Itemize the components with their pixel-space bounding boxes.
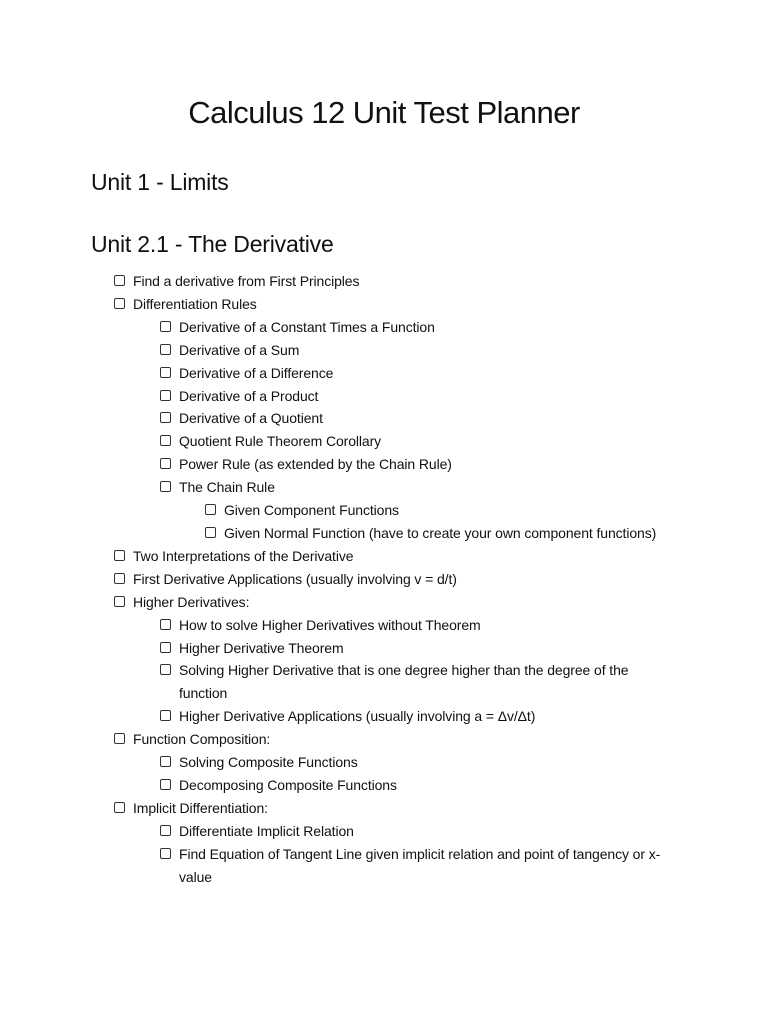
- checklist-item: [0, 797, 768, 820]
- checkbox[interactable]: [160, 825, 171, 836]
- checkbox[interactable]: [114, 573, 125, 584]
- checklist-item-label: Two Interpretations of the Derivative: [133, 547, 354, 564]
- checklist-item: [0, 293, 768, 316]
- checklist-item-label: Derivative of a Sum: [179, 341, 300, 358]
- checklist-item: [0, 637, 768, 660]
- checklist-item: [0, 545, 768, 568]
- checkbox[interactable]: [160, 458, 171, 469]
- derivative-checklist: [0, 270, 768, 888]
- checklist-item-label: Given Component Functions: [224, 502, 399, 519]
- checkbox[interactable]: [160, 321, 171, 332]
- checklist-item: [0, 751, 768, 774]
- page-title: Calculus 12 Unit Test Planner: [188, 95, 580, 130]
- checkbox[interactable]: [114, 733, 125, 744]
- checklist-item-label: The Chain Rule: [179, 479, 275, 496]
- checklist-item-label: Solving Composite Functions: [179, 754, 358, 771]
- checklist-item: [0, 270, 768, 293]
- checklist-item: [0, 430, 768, 453]
- checkbox[interactable]: [114, 550, 125, 561]
- checklist-item: [0, 659, 768, 705]
- checkbox[interactable]: [205, 504, 216, 515]
- checklist-item-label: Derivative of a Difference: [179, 364, 334, 381]
- checkbox[interactable]: [160, 756, 171, 767]
- checklist-item-label: Higher Derivative Applications (usually involving a = Δv/Δt): [179, 708, 536, 725]
- checklist-item-label: Power Rule (as extended by the Chain Rule): [179, 456, 452, 473]
- checklist-item-label: Decomposing Composite Functions: [179, 776, 397, 793]
- checkbox[interactable]: [205, 527, 216, 538]
- checklist-item-label: Differentiation Rules: [133, 295, 257, 312]
- checklist-item: [0, 499, 768, 522]
- checkbox[interactable]: [160, 367, 171, 378]
- checklist-item: [0, 843, 768, 889]
- checklist-item: [0, 591, 768, 614]
- checkbox[interactable]: [160, 848, 171, 859]
- checklist-item-label: Differentiate Implicit Relation: [179, 822, 354, 839]
- checklist-item: [0, 476, 768, 499]
- checklist-item: [0, 522, 768, 545]
- checkbox[interactable]: [160, 619, 171, 630]
- checklist-item-label: Derivative of a Constant Times a Function: [179, 318, 435, 335]
- checkbox[interactable]: [160, 779, 171, 790]
- checklist-item-label: How to solve Higher Derivatives without Theorem: [179, 616, 481, 633]
- checklist-item: [0, 453, 768, 476]
- checklist-item: [0, 774, 768, 797]
- checklist-item: [0, 614, 768, 637]
- checklist-item-label: Function Composition:: [133, 731, 271, 748]
- checklist-item: [0, 728, 768, 751]
- checklist-item-label: Solving Higher Derivative that is one degree higher than the degree of the function: [179, 662, 629, 702]
- checkbox[interactable]: [160, 390, 171, 401]
- checklist-item-label: Derivative of a Quotient: [179, 410, 323, 427]
- unit-2-1-heading: Unit 2.1 - The Derivative: [91, 231, 334, 257]
- checklist-item-label: Find Equation of Tangent Line given implicit relation and point of tangency or x-value: [179, 845, 661, 885]
- checkbox[interactable]: [160, 435, 171, 446]
- checklist-item-label: Higher Derivative Theorem: [179, 639, 344, 656]
- checklist-item-label: Given Normal Function (have to create your own component functions): [224, 524, 657, 541]
- checkbox[interactable]: [114, 298, 125, 309]
- checklist-item-label: Find a derivative from First Principles: [133, 273, 360, 289]
- checklist-item: [0, 820, 768, 843]
- checkbox[interactable]: [160, 664, 171, 675]
- checklist-item-label: Quotient Rule Theorem Corollary: [179, 433, 382, 450]
- checklist-item: [0, 316, 768, 339]
- checklist-item: [0, 339, 768, 362]
- checklist-item: [0, 568, 768, 591]
- checklist-item-label: Higher Derivatives:: [133, 593, 250, 610]
- checklist-item: [0, 362, 768, 385]
- unit-1-heading: Unit 1 - Limits: [91, 169, 229, 195]
- checklist-item: [0, 705, 768, 728]
- checkbox[interactable]: [160, 642, 171, 653]
- checkbox[interactable]: [160, 481, 171, 492]
- checkbox[interactable]: [114, 596, 125, 607]
- checklist-item-label: First Derivative Applications (usually involving v = d/t): [133, 570, 457, 587]
- checklist-item-label: Implicit Differentiation:: [133, 799, 268, 816]
- checkbox[interactable]: [114, 275, 125, 286]
- checklist-item-label: Derivative of a Product: [179, 387, 319, 404]
- checkbox[interactable]: [114, 802, 125, 813]
- checkbox[interactable]: [160, 710, 171, 721]
- checklist-item: [0, 407, 768, 430]
- checkbox[interactable]: [160, 412, 171, 423]
- checkbox[interactable]: [160, 344, 171, 355]
- checklist-item: [0, 385, 768, 408]
